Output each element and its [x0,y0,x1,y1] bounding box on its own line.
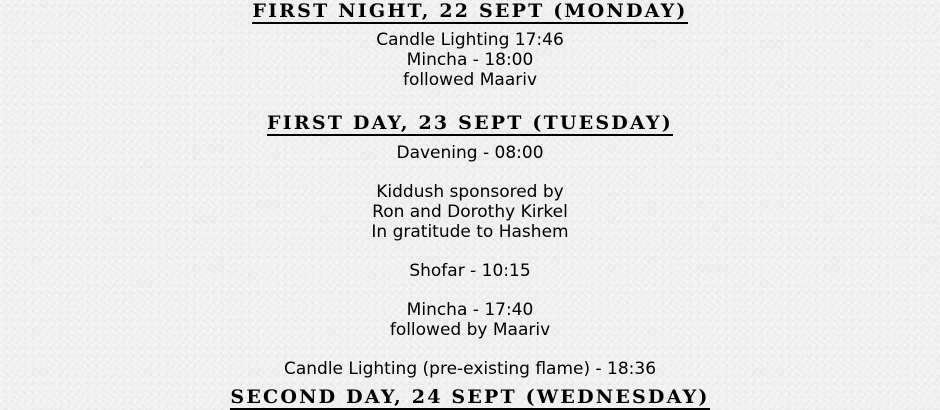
first-day-kiddush-dedication: In gratitude to Hashem [371,222,569,242]
first-night-heading [0,0,940,22]
first-day-kiddush-sponsor-names: Ron and Dorothy Kirkel [372,202,568,222]
first-night-heading-text: FIRST NIGHT, 22 SEPT (MONDAY) [252,0,688,22]
first-day-maariv: followed by Maariv [389,320,551,340]
first-day-mincha: Mincha - 17:40 [406,300,534,320]
second-day-heading [0,386,940,408]
first-day-candle-lighting: Candle Lighting (pre-existing flame) - 18:36 [283,359,657,379]
first-day-kiddush-sponsor: Kiddush sponsored by [376,182,564,202]
first-night-maariv: followed Maariv [402,70,538,90]
first-day-heading-text: FIRST DAY, 23 SEPT (TUESDAY) [267,112,673,134]
first-day-shofar: Shofar - 10:15 [409,261,531,281]
first-night-mincha: Mincha - 18:00 [406,50,534,70]
second-day-heading-text: SECOND DAY, 24 SEPT (WEDNESDAY) [230,386,710,408]
first-day-davening: Davening - 08:00 [396,143,544,163]
first-day-heading [0,112,940,134]
first-night-candle-lighting: Candle Lighting 17:46 [376,30,564,50]
